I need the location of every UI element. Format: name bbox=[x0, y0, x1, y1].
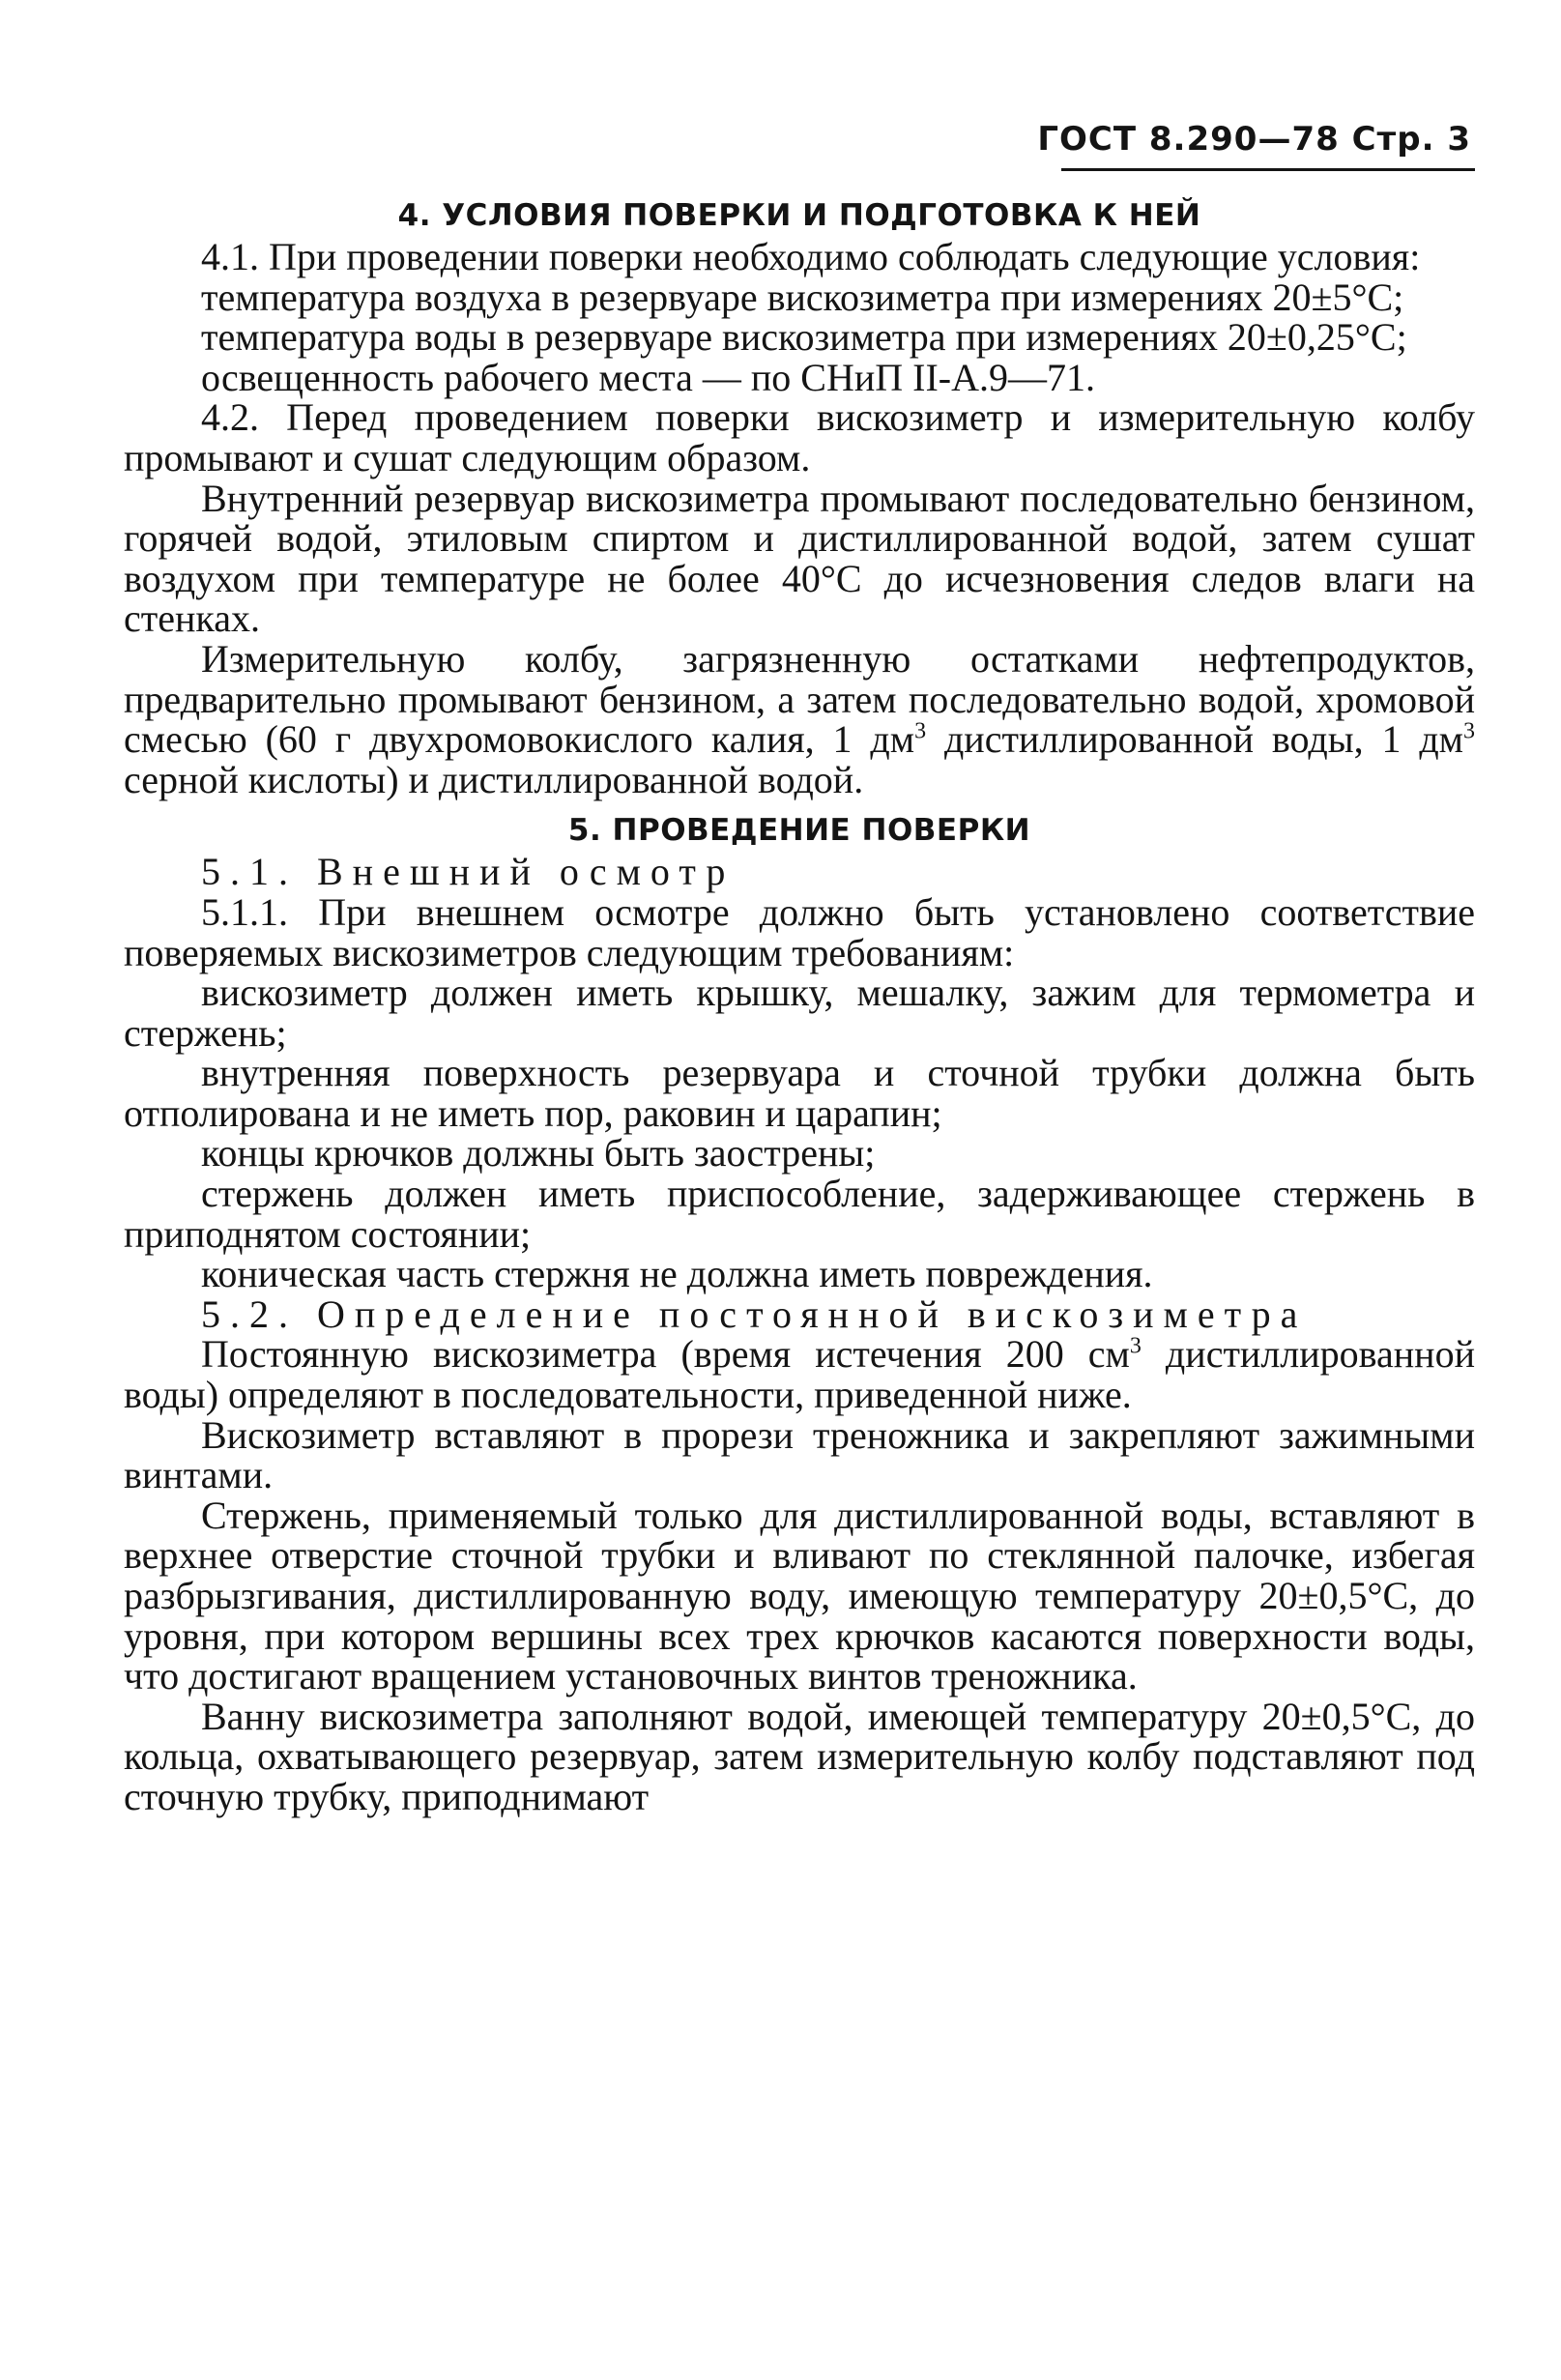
paragraph: Вискозиметр вставляют в прорези треножника и закрепляют зажимными винтами. bbox=[124, 1412, 1475, 1497]
paragraph: 5.1.1. При внешнем осмотре должно быть установлено соответствие поверяемых вискозиметров следующим требованиям: bbox=[124, 889, 1475, 974]
text-run: Постоянную вискозиметра (время истечения 200 см bbox=[201, 1332, 1130, 1377]
paragraph: температура воздуха в резервуаре вискозиметра при измерениях 20±5°С; bbox=[201, 275, 1404, 319]
subsection-heading: 5.2. Определение постоянной вискозиметра bbox=[201, 1292, 1308, 1336]
text-run: дистиллированной воды) определяют в последовательности, приведенной ниже. bbox=[124, 1332, 1475, 1417]
header-rule bbox=[1061, 168, 1475, 171]
section-4-title: 4. УСЛОВИЯ ПОВЕРКИ И ПОДГОТОВКА К НЕЙ bbox=[397, 198, 1201, 233]
paragraph: 4.2. Перед проведением поверки вискозиметр и измерительную колбу промывают и сушат следующим образом. bbox=[124, 395, 1475, 479]
paragraph: концы крючков должны быть заострены; bbox=[201, 1131, 876, 1175]
text-run: Измерительную колбу, загрязненную остатками нефтепродуктов, предварительно промывают бензином, а затем последовательно водой, хромовой смесью (60 г двухромовокислого калия, 1 дм bbox=[124, 636, 1475, 762]
paragraph: стержень должен иметь приспособление, задерживающее стержень в приподнятом состоянии; bbox=[124, 1172, 1475, 1256]
paragraph: Стержень, применяемый только для дистиллированной воды, вставляют в верхнее отверстие сточной трубки и вливают по стеклянной палочке, избегая разбрызгивания, дистиллированную воду, имеющую температуру 20±0,5°С, до уровня, при котором вершины всех трех крючков касаются поверхности воды, что достигают вращением установочных винтов треножника. bbox=[124, 1493, 1475, 1698]
paragraph bbox=[124, 1332, 1475, 1417]
section-4-body bbox=[124, 237, 1475, 799]
paragraph: температура воды в резервуаре вискозиметра при измерениях 20±0,25°С; bbox=[201, 315, 1407, 360]
paragraph bbox=[124, 636, 1475, 801]
superscript: 3 bbox=[1463, 718, 1475, 744]
paragraph: внутренняя поверхность резервуара и сточной трубки должна быть отполирована и не иметь пор, раковин и царапин; bbox=[124, 1051, 1475, 1135]
subsection-heading: 5.1. Внешний осмотр bbox=[201, 850, 736, 894]
text-run: серной кислоты) и дистиллированной водой. bbox=[124, 757, 864, 801]
superscript: 3 bbox=[1129, 1334, 1142, 1360]
document-page bbox=[124, 116, 1475, 1817]
text-run: дистиллированной воды, 1 дм bbox=[926, 717, 1463, 762]
section-5-title: 5. ПРОВЕДЕНИЕ ПОВЕРКИ bbox=[567, 813, 1031, 849]
superscript: 3 bbox=[914, 718, 927, 744]
paragraph: вискозиметр должен иметь крышку, мешалку, зажим для термометра и стержень; bbox=[124, 971, 1475, 1055]
page-header: ГОСТ 8.290—78 Стр. 3 bbox=[1037, 120, 1471, 159]
paragraph: Внутренний резервуар вискозиметра промывают последовательно бензином, горячей водой, этиловым спиртом и дистиллированной водой, затем сушат воздухом при температуре не более 40°С до исчезновения следов влаги на стенках. bbox=[124, 476, 1475, 641]
section-5-body bbox=[124, 852, 1475, 1816]
paragraph: освещенность рабочего места — по СНиП II-А.9—71. bbox=[201, 355, 1095, 399]
paragraph: 4.1. При проведении поверки необходимо соблюдать следующие условия: bbox=[201, 235, 1421, 278]
paragraph: Ванну вискозиметра заполняют водой, имеющей температуру 20±0,5°С, до кольца, охватывающего резервуар, затем измерительную колбу подставляют под сточную трубку, приподнимают bbox=[124, 1694, 1475, 1818]
paragraph: коническая часть стержня не должна иметь повреждения. bbox=[201, 1252, 1153, 1296]
